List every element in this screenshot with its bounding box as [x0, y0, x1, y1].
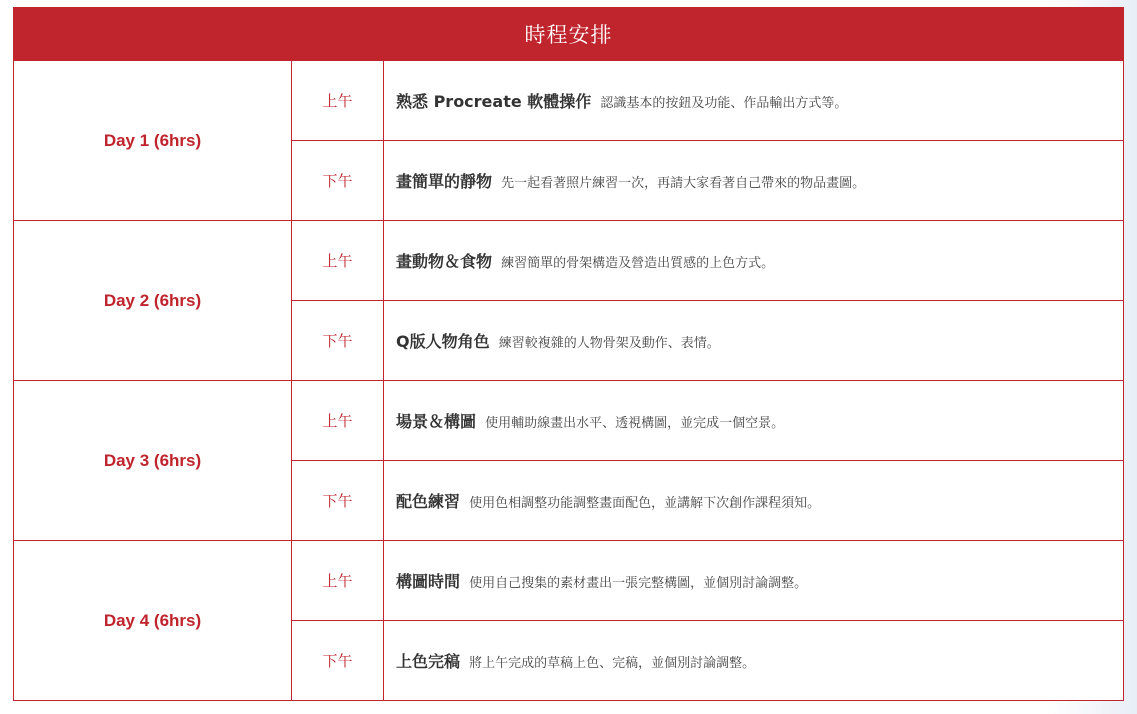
session-topic: 場景＆構圖 — [396, 412, 477, 431]
session-content — [384, 301, 1124, 381]
session-content — [384, 381, 1124, 461]
period-label: 下午 — [292, 141, 384, 221]
session-content — [384, 141, 1124, 221]
session-content — [384, 541, 1124, 621]
session-topic: 畫動物＆食物 — [396, 252, 493, 271]
table-row — [14, 381, 1124, 461]
period-label: 上午 — [292, 541, 384, 621]
session-topic: 配色練習 — [396, 492, 461, 511]
session-content — [384, 61, 1124, 141]
session-description: 認識基本的按鈕及功能、作品輸出方式等。 — [600, 96, 848, 111]
day-label: Day 1 (6hrs) — [14, 61, 292, 221]
session-content — [384, 621, 1124, 701]
session-description: 使用輔助線畫出水平、透視構圖，並完成一個空景。 — [485, 416, 785, 431]
session-content — [384, 221, 1124, 301]
session-description: 使用色相調整功能調整畫面配色，並講解下次創作課程須知。 — [469, 496, 821, 511]
session-description: 練習簡單的骨架構造及營造出質感的上色方式。 — [501, 256, 775, 271]
table-row — [14, 61, 1124, 141]
session-topic: 熟悉 Procreate 軟體操作 — [396, 92, 592, 111]
period-label: 上午 — [292, 61, 384, 141]
session-description: 使用自己搜集的素材畫出一張完整構圖，並個別討論調整。 — [469, 576, 808, 591]
period-label: 上午 — [292, 221, 384, 301]
session-topic: 構圖時間 — [396, 572, 461, 591]
session-description: 練習較複雜的人物骨架及動作、表情。 — [498, 336, 720, 351]
period-label: 下午 — [292, 461, 384, 541]
schedule-title: 時程安排 — [14, 8, 1124, 61]
session-topic: Q版人物角色 — [396, 332, 490, 351]
day-label: Day 4 (6hrs) — [14, 541, 292, 701]
session-description: 先一起看著照片練習一次，再請大家看著自己帶來的物品畫圖。 — [501, 176, 866, 191]
table-row — [14, 221, 1124, 301]
schedule-table — [13, 7, 1124, 701]
table-header-row — [14, 8, 1124, 61]
period-label: 上午 — [292, 381, 384, 461]
session-topic: 上色完稿 — [396, 652, 461, 671]
period-label: 下午 — [292, 621, 384, 701]
session-topic: 畫簡單的靜物 — [396, 172, 493, 191]
day-label: Day 3 (6hrs) — [14, 381, 292, 541]
table-row — [14, 541, 1124, 621]
period-label: 下午 — [292, 301, 384, 381]
day-label: Day 2 (6hrs) — [14, 221, 292, 381]
session-description: 將上午完成的草稿上色、完稿，並個別討論調整。 — [469, 656, 756, 671]
session-content — [384, 461, 1124, 541]
